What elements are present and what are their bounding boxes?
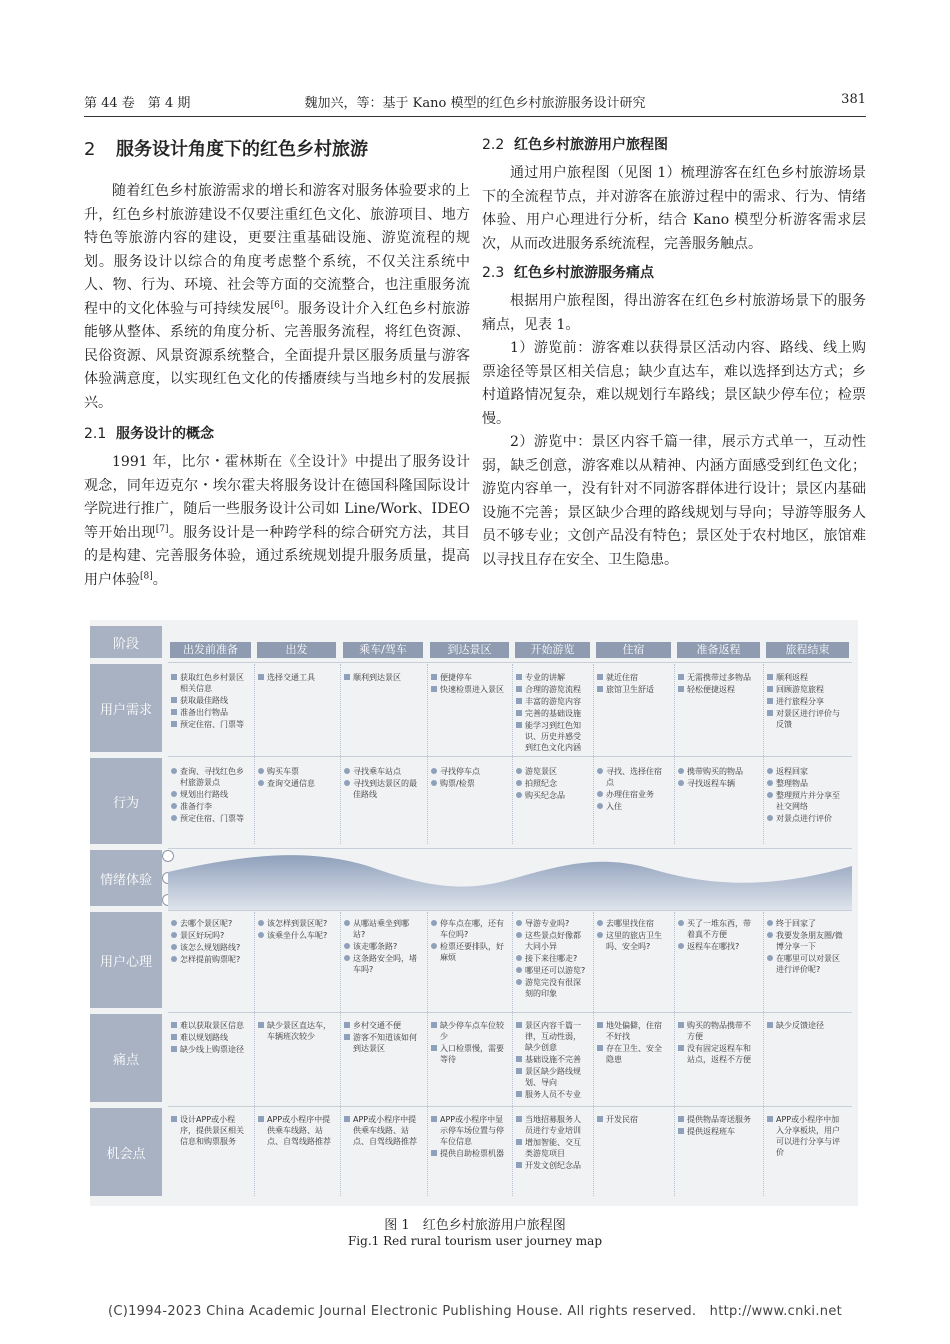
emotion-curve	[168, 844, 852, 910]
journey-item: 轻松便捷返程	[677, 684, 757, 695]
journey-item: 整理物品	[766, 778, 846, 789]
paragraph-text: 。服务设计是一种跨学科的综合研究方法，其目的是构建、完善服务体验，通过系统规划提升服务质量，提高用户体验	[84, 524, 471, 588]
journey-item: 该怎么规划路线?	[170, 942, 248, 953]
journey-item: 查询、寻找红色乡村旅游景点	[170, 766, 248, 788]
psychology-cell	[677, 918, 757, 953]
journey-item: 这里的旅店卫生吗、安全吗?	[596, 930, 668, 952]
needs-cell	[343, 672, 420, 684]
left-column	[84, 132, 470, 592]
column-separator	[763, 664, 764, 844]
journey-item: 缺少景区直达车，车辆班次较少	[257, 1020, 333, 1042]
journey-item: 这些景点好像都大同小异	[515, 930, 587, 952]
behaviors-cell	[515, 766, 587, 802]
pains-cell	[515, 1020, 587, 1101]
journey-item: 对景点进行评价	[766, 813, 846, 824]
paragraph: 2）游览中：景区内容千篇一律，展示方式单一，互动性弱，缺乏创意，游客难以从精神、内涵方面感受到红色文化；游览内容单一，没有针对不同游客群体进行设计；景区内基础设施不完善；景区缺少合理的路线规划与导向；导游等服务人员不够专业；文创产品没有特色；景区处于农村地区，旅馆难以寻找且存在安全、卫生隐患。	[482, 434, 866, 568]
journey-item: 拍照纪念	[515, 778, 587, 789]
journey-item: 寻找返程车辆	[677, 778, 757, 789]
journey-item: 准备行李	[170, 801, 248, 812]
journey-item: 入住	[596, 801, 668, 812]
journey-item: 缺少反馈途径	[766, 1020, 846, 1031]
journey-item: 导游专业吗?	[515, 918, 587, 929]
journey-item: 提供物品寄送服务	[677, 1114, 757, 1125]
pains-cell	[430, 1020, 506, 1066]
section-2-3-heading	[482, 262, 866, 284]
journey-item: 整理照片并分享至社交网络	[766, 790, 846, 812]
journey-item: 获取最佳路线	[170, 695, 248, 706]
behaviors-cell	[257, 766, 333, 790]
journey-item: 怎样提前购票呢?	[170, 954, 248, 965]
journey-item: 预定住宿、门票等	[170, 813, 248, 824]
behaviors-cell	[170, 766, 248, 825]
journey-item: 设计APP或小程序，提供景区相关信息和购票服务	[170, 1114, 248, 1147]
journey-item: 景区好玩吗?	[170, 930, 248, 941]
section-number: 2	[84, 139, 96, 160]
column-separator	[340, 912, 341, 1196]
journey-item: 开发文创纪念品	[515, 1160, 587, 1171]
needs-cell	[596, 672, 668, 696]
volume-issue: 第 44 卷 第 4 期	[84, 96, 191, 111]
figure-caption-cn: 图 1 红色乡村旅游用户旅程图	[384, 1218, 566, 1233]
column-separator	[254, 912, 255, 1196]
citation: [7]	[155, 523, 169, 534]
pains-cell	[677, 1020, 757, 1066]
column-separator	[427, 664, 428, 844]
citation: [6]	[270, 299, 284, 310]
column-separator	[512, 664, 513, 844]
user-journey-map-figure	[90, 620, 858, 1206]
journey-item: 提供自助检票机器	[430, 1148, 506, 1159]
journey-item: 景区内容千篇一律，互动性弱，缺少创意	[515, 1020, 587, 1053]
journey-item: 停车点在哪，还有车位吗?	[430, 918, 506, 940]
pains-cell	[766, 1020, 846, 1032]
row-separator	[168, 910, 852, 911]
opportunities-cell	[515, 1114, 587, 1172]
paragraph-text: 。	[152, 571, 167, 588]
journey-item: 就近住宿	[596, 672, 668, 683]
journey-item: 当地招募服务人员进行专业培训	[515, 1114, 587, 1136]
journey-item: 开发民宿	[596, 1114, 668, 1125]
journey-item: 专业的讲解	[515, 672, 587, 683]
paragraph-text: 1991 年，比尔・霍林斯在《全设计》中提出了服务设计观念，同年迈克尔・埃尔霍夫将服务设计在德国科隆国际设计学院进行推广，随后一些服务设计公司如 Line/Work、IDEO 等开始出现	[84, 454, 470, 541]
journey-item: APP或小程序中加入分享板块，用户可以进行分享与评价	[766, 1114, 846, 1158]
needs-cell	[677, 672, 757, 696]
journey-item: 该走哪条路?	[343, 941, 420, 952]
journey-item: 游览完没有很深刻的印象	[515, 977, 587, 999]
copyright-footer: (C)1994-2023 China Academic Journal Electronic Publishing House. All rights reserved. http://www.cnki.net	[107, 1304, 843, 1319]
column-separator	[340, 664, 341, 844]
pains-cell	[343, 1020, 420, 1055]
journey-item: 查询交通信息	[257, 778, 333, 789]
paragraph-text: 。服务设计介入红色乡村旅游能够从整体、系统的角度分析、完善服务流程，将红色资源、民俗资源、风景资源系统整合，全面提升景区服务质量与游客体验满意度，以实现红色文化的传播赓续与当地乡村的发展振兴。	[84, 300, 470, 411]
column-separator	[254, 664, 255, 844]
journey-item: 回顾游览旅程	[766, 684, 846, 695]
paragraph	[84, 180, 470, 415]
column-separator	[674, 664, 675, 844]
journey-item: 规划出行路线	[170, 789, 248, 800]
journey-item: 服务人员不专业	[515, 1089, 587, 1100]
row-separator	[168, 1106, 852, 1107]
row-separator	[168, 662, 852, 663]
journey-item: 难以获取景区信息	[170, 1020, 248, 1031]
pains-cell	[596, 1020, 668, 1066]
needs-cell	[257, 672, 333, 684]
journey-item: 旅馆卫生舒适	[596, 684, 668, 695]
journey-item: 地处偏僻，住宿不好找	[596, 1020, 668, 1042]
paragraph: 根据用户旅程图，得出游客在红色乡村旅游场景下的服务痛点，见表 1。	[482, 293, 866, 333]
journey-item: 提供返程班车	[677, 1126, 757, 1137]
journey-item: 返程车在哪找?	[677, 941, 757, 952]
running-header	[84, 92, 866, 118]
journey-item: 入口检票慢，需要等待	[430, 1043, 506, 1065]
journey-item: 选择交通工具	[257, 672, 333, 683]
behaviors-cell	[430, 766, 506, 790]
journey-item: 便捷停车	[430, 672, 506, 683]
stage-label: 出发	[257, 642, 336, 658]
row-label: 痛点	[90, 1014, 162, 1102]
journey-item: 预定住宿、门票等	[170, 719, 248, 730]
row-separator	[168, 1012, 852, 1013]
psychology-cell	[430, 918, 506, 964]
stage-label: 出发前准备	[170, 642, 251, 658]
row-label: 用户需求	[90, 664, 162, 752]
stage-label: 开始游览	[515, 642, 590, 658]
column-separator	[674, 912, 675, 1196]
section-2-2-heading	[482, 134, 866, 156]
needs-cell	[766, 672, 846, 731]
journey-item: 这条路安全吗，堵车吗?	[343, 953, 420, 975]
journey-item: 缺少停车点车位较少	[430, 1020, 506, 1042]
section-number: 2.2	[482, 137, 505, 153]
paragraph: 通过用户旅程图（见图 1）梳理游客在红色乡村旅游场景下的全流程节点，并对游客在旅游过程中的需求、行为、情绪体验、用户心理进行分析，结合 Kano 模型分析游客需求层次，从而改进服务系统流程，完善服务触点。	[482, 165, 866, 252]
journey-item: 从哪站乘坐到哪站?	[343, 918, 420, 940]
section-number: 2.1	[84, 426, 107, 442]
journey-item: 寻找、选择住宿点	[596, 766, 668, 788]
figure-caption-en: Fig.1 Red rural tourism user journey map	[347, 1234, 603, 1248]
journey-item: 增加智能、交互类游览项目	[515, 1137, 587, 1159]
row-label: 情绪体验	[90, 850, 162, 906]
journey-item: 购买纪念品	[515, 790, 587, 801]
row-label: 阶段	[90, 626, 162, 658]
running-title: 魏加兴，等：基于 Kano 模型的红色乡村旅游服务设计研究	[304, 96, 646, 111]
stage-label: 旅程结束	[766, 642, 849, 658]
opportunities-cell	[596, 1114, 668, 1126]
citation: [8]	[140, 570, 153, 581]
opportunities-cell	[343, 1114, 420, 1148]
journey-item: APP或小程序中提供乘车线路、站点、自驾线路推荐	[343, 1114, 420, 1147]
psychology-cell	[766, 918, 846, 976]
journey-item: 检票还要排队，好麻烦	[430, 941, 506, 963]
journey-item: 我要发条朋友圈/微博分享一下	[766, 930, 846, 952]
opportunities-cell	[766, 1114, 846, 1159]
section-title: 红色乡村旅游用户旅程图	[514, 137, 668, 153]
psychology-cell	[257, 918, 333, 942]
opportunities-cell	[430, 1114, 506, 1160]
section-2-1-heading	[84, 423, 470, 445]
journey-item: 合理的游览流程	[515, 684, 587, 695]
journey-item: 购买车票	[257, 766, 333, 777]
psychology-cell	[343, 918, 420, 976]
journey-item: 快速检票进入景区	[430, 684, 506, 695]
row-label: 行为	[90, 758, 162, 844]
journey-item: 顺利到达景区	[343, 672, 420, 683]
journey-item: 在哪里可以对景区进行评价呢?	[766, 953, 846, 975]
journey-item: 无需携带过多物品	[677, 672, 757, 683]
section-2-heading	[84, 138, 470, 162]
journey-item: 缺少线上购票途径	[170, 1044, 248, 1055]
right-column	[482, 132, 866, 572]
behaviors-cell	[343, 766, 420, 801]
paragraph-text: 随着红色乡村旅游需求的增长和游客对服务体验要求的上升，红色乡村旅游建设不仅要注重红色文化、旅游项目、地方特色等旅游内容的建设，更要注重基础设施、游览流程的规划。服务设计以综合的角度考虑整个系统，不仅关注系统中人、物、行为、环境、社会等方面的交流整合，也注重服务流程中的文化体验与可持续发展	[84, 183, 470, 317]
column-separator	[593, 664, 594, 844]
psychology-cell	[596, 918, 668, 953]
journey-item: 终于回家了	[766, 918, 846, 929]
needs-cell	[430, 672, 506, 696]
journey-item: 游览景区	[515, 766, 587, 777]
needs-cell	[515, 672, 587, 754]
journey-item: 存在卫生、安全隐患	[596, 1043, 668, 1065]
section-number: 2.3	[482, 265, 505, 281]
journey-item: 买了一堆东西，带着真不方便	[677, 918, 757, 940]
journey-item: APP或小程序中显示停车场位置与停车位信息	[430, 1114, 506, 1147]
opportunities-cell	[170, 1114, 248, 1148]
opportunities-cell	[257, 1114, 333, 1148]
journey-item: 游客不知道该如何到达景区	[343, 1032, 420, 1054]
journey-item: 寻找乘车站点	[343, 766, 420, 777]
opportunities-cell	[677, 1114, 757, 1138]
section-title: 红色乡村旅游服务痛点	[514, 265, 654, 281]
journey-item: 该怎样到景区呢?	[257, 918, 333, 929]
journey-item: 难以规划路线	[170, 1032, 248, 1043]
emotion-area	[168, 855, 852, 910]
pains-cell	[257, 1020, 333, 1043]
journey-item: 购票/检票	[430, 778, 506, 789]
journey-item: 准备出行物品	[170, 707, 248, 718]
journey-item: 乡村交通不便	[343, 1020, 420, 1031]
journey-item: 能学习到红色知识、历史并感受到红色文化内涵	[515, 720, 587, 753]
pains-cell	[170, 1020, 248, 1056]
column-separator	[593, 912, 594, 1196]
behaviors-cell	[677, 766, 757, 790]
stage-label: 准备返程	[677, 642, 760, 658]
journey-item: 该乘坐什么车呢?	[257, 930, 333, 941]
paragraph: 1）游览前：游客难以获得景区活动内容、路线、线上购票途径等景区相关信息；缺少直达车，难以选择到达方式；乡村道路情况复杂，难以规划行车路线；景区缺少停车位；检票慢。	[482, 340, 866, 427]
psychology-cell	[170, 918, 248, 966]
journey-item: 完善的基础设施	[515, 708, 587, 719]
column-separator	[763, 912, 764, 1196]
psychology-cell	[515, 918, 587, 1000]
journey-item: 寻找停车点	[430, 766, 506, 777]
row-label: 机会点	[90, 1108, 162, 1196]
page-number: 381	[841, 92, 866, 107]
journey-item: 哪里还可以游览?	[515, 965, 587, 976]
behaviors-cell	[596, 766, 668, 813]
journey-item: 丰富的游览内容	[515, 696, 587, 707]
journey-item: 寻找到达景区的最佳路线	[343, 778, 420, 800]
journey-item: 接下来往哪走?	[515, 953, 587, 964]
journey-item: 进行旅程分享	[766, 696, 846, 707]
row-separator	[168, 756, 852, 757]
journey-item: APP或小程序中提供乘车线路、站点、自驾线路推荐	[257, 1114, 333, 1147]
header-rule	[84, 116, 866, 117]
column-separator	[512, 912, 513, 1196]
journey-item: 景区缺少路线规划、导向	[515, 1066, 587, 1088]
journey-item: 去哪个景区呢?	[170, 918, 248, 929]
behaviors-cell	[766, 766, 846, 825]
stage-label: 到达景区	[430, 642, 509, 658]
journey-item: 携带购买的物品	[677, 766, 757, 777]
column-separator	[427, 912, 428, 1196]
journey-item: 对景区进行评价与反馈	[766, 708, 846, 730]
journey-item: 顺利返程	[766, 672, 846, 683]
section-title: 服务设计角度下的红色乡村旅游	[116, 139, 368, 160]
journey-item: 基础设施不完善	[515, 1054, 587, 1065]
journey-item: 获取红色乡村景区相关信息	[170, 672, 248, 694]
journey-item: 办理住宿业务	[596, 789, 668, 800]
needs-cell	[170, 672, 248, 731]
journey-item: 返程回家	[766, 766, 846, 777]
journey-item: 购买的物品携带不方便	[677, 1020, 757, 1042]
stage-label: 住宿	[596, 642, 671, 658]
journey-item: 去哪里找住宿	[596, 918, 668, 929]
journey-item: 没有固定返程车和站点，返程不方便	[677, 1043, 757, 1065]
stage-label: 乘车/驾车	[343, 642, 423, 658]
row-label: 用户心理	[90, 912, 162, 1008]
section-title: 服务设计的概念	[116, 426, 214, 442]
paragraph	[84, 451, 470, 592]
